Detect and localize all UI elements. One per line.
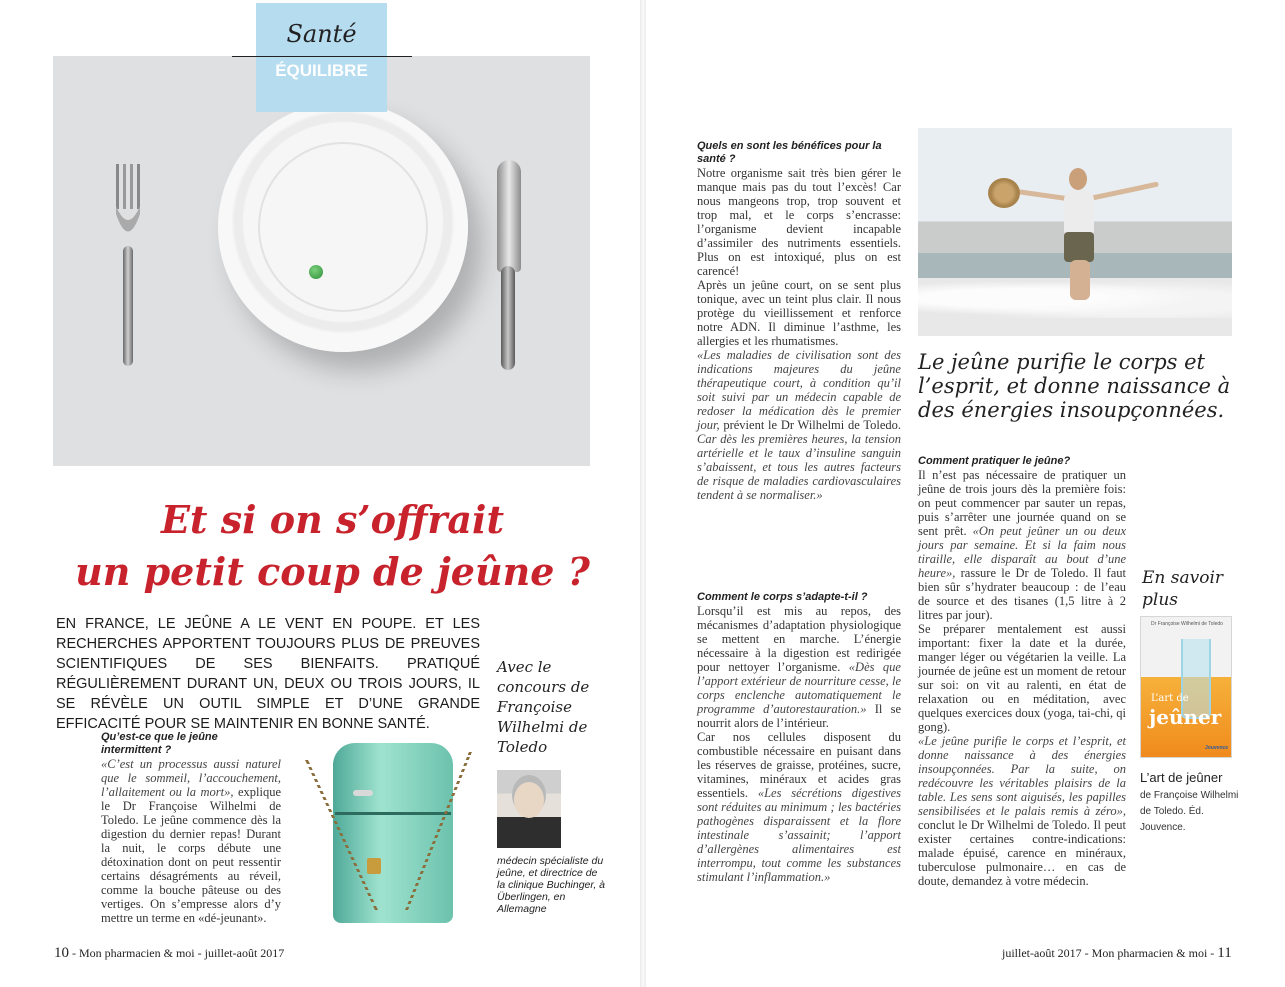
folio-left	[54, 945, 284, 962]
section-label: Santé	[286, 20, 357, 48]
book-title-2: jeûner	[1149, 705, 1222, 729]
body-text	[101, 757, 281, 925]
article-headline	[75, 494, 590, 598]
plain-text: prévient le Dr Wilhelmi de Toledo.	[719, 418, 901, 432]
column-intermittent	[101, 731, 281, 925]
fork-handle	[123, 246, 133, 366]
paragraph: Après un jeûne court, on se sent plus tonique, avec un teint plus clair. Il nous protège du vieillissement et renforce notre ADN. Il diminue l’asthme, les allergies et les rhumatismes.	[697, 278, 901, 348]
paragraph: Se préparer mentalement est aussi important: fixer la date et la durée, manger léger ou végétarien la veille. La journée de jeûne est un moment de retour sur soi: on vit au ralenti, en état de relaxation ou en méditation, avec quelques exercices doux (yoga, tai-chi, qi gong).	[918, 622, 1126, 734]
sidebar-title: En savoir plus	[1142, 568, 1224, 610]
question-heading: Qu’est-ce que le jeûne intermittent ?	[101, 731, 218, 756]
contributor-caption: médecin spécialiste du jeûne, et directrice de la clinique Buchinger, à Überlingen, en Allemagne	[497, 855, 605, 915]
body-text	[697, 166, 901, 502]
pea-image	[309, 265, 323, 279]
page-gutter	[640, 0, 646, 987]
person-legs	[1070, 260, 1090, 300]
question-heading: Quels en sont les bénéfices pour la santé ?	[697, 140, 882, 165]
book-publisher: Jouvence	[1205, 745, 1229, 751]
paragraph: Notre organisme sait très bien gérer le manque mais pas du tout l’excès! Car nous mangeons trop, trop souvent et trop mal, et le corps s’encrasse: l’organisme devient incapable d’assimiler des nutriments essentiels. Plus on est intoxiqué, plus on est carencé!	[697, 166, 901, 278]
body-text	[918, 468, 1126, 888]
contributor-portrait	[497, 770, 561, 848]
page-number: 10	[54, 945, 69, 961]
headline-line-1: Et si on s’offrait	[160, 497, 505, 542]
column-adaptation	[697, 591, 901, 884]
page-number: 11	[1217, 945, 1232, 961]
hat-icon	[988, 178, 1020, 208]
quote-text: «On peut jeûner un ou deux jours par semaine. Et si la faim nous tiraille, elle disparaît au bout d’une heure»,	[918, 524, 1126, 580]
plain-text: conclut le Dr Wilhelmi de Toledo. Il peut exister certaines contre-indications: malade épuisé, carence en minéraux, tuberculose pulmonaire… en cas de doute, demandez à votre médecin.	[918, 818, 1126, 888]
question-heading: Comment le corps s’adapte-t-il ?	[697, 591, 868, 603]
beach-photo	[918, 128, 1232, 336]
person-shorts	[1064, 232, 1094, 262]
fork-icon	[114, 164, 142, 249]
knife-icon	[497, 160, 521, 272]
book-cover	[1140, 616, 1232, 758]
quote-text: «Dès que l’apport extérieur de nourriture cesse, le corps enclenche automatiquement le programme d’autorestauration.»	[697, 660, 901, 716]
plain-text: Car nos cellules disposent du combustible nécessaire en puisant dans les réserves de graisse, protéines, sucre, vitamines, minéraux et acides gras essentiels.	[697, 730, 901, 800]
article-lead: EN FRANCE, LE JEÛNE A LE VENT EN POUPE. ET LES RECHERCHES APPORTENT TOUJOURS PLUS DE PREUVES SCIENTIFIQUES DE SES BIENFAITS. PRATIQUÉ RÉGULIÈREMENT DURANT UN, DEUX OU TROIS JOURS, IL SE RÉVÈLE UN OUTIL SIMPLE ET D’UNE GRANDE EFFICACITÉ POUR SE MAINTENIR EN BONNE SANTÉ.	[56, 616, 480, 732]
person-arm	[1089, 182, 1159, 201]
column-benefits	[697, 140, 901, 502]
headline-line-2: un petit coup de jeûne ?	[75, 549, 590, 594]
book-caption-detail: de Françoise Wilhelmi de Toledo. Éd. Jouvence.	[1140, 790, 1239, 833]
plain-text: explique le Dr Françoise Wilhelmi de Toledo. Le jeûne commence dès la digestion du dernier repas! Durant la nuit, le corps débute une détoxination dont on peut ressentir certains désagréments au réveil, comme la bouche pâteuse ou des vertiges. On s’empresse alors d’y mettre un terme en «dé-jeunant».	[101, 785, 281, 925]
plain-text: Lorsqu’il est mis au repos, des mécanismes d’adaptation physiologique se mettent en marche. L’énergie nécessaire à la digestion est redirigée pour nettoyer l’organisme.	[697, 604, 901, 674]
column-practice	[918, 455, 1126, 888]
person-head	[1069, 168, 1087, 190]
plate-photo	[53, 56, 590, 466]
folio-text: juillet-août 2017 - Mon pharmacien & moi -	[1002, 946, 1218, 960]
quote-text: «Les sécrétions digestives sont réduites au minimum ; les bactéries pathogènes disparaissent et la flore intestinale s’assainit; l’apport d’allergènes alimentaires est interrompu, tout comme les substances stimulant l’inflammation.»	[697, 786, 901, 884]
quote-text: «C’est un processus aussi naturel que le sommeil, l’accouchement, l’allaitement ou la mort»,	[101, 757, 281, 799]
book-author: Dr Françoise Wilhelmi de Toledo	[1151, 621, 1223, 627]
padlock-icon	[367, 858, 381, 874]
folio-text: - Mon pharmacien & moi - juillet-août 2017	[69, 946, 285, 960]
section-rule	[232, 56, 412, 57]
book-caption-title: L’art de jeûner	[1140, 770, 1223, 785]
body-text	[697, 604, 901, 884]
quote-text: Car dès les premières heures, la tension artérielle et le taux d’insuline sanguin s’abaissent, et tous les autres facteurs de risque de maladies cardiovasculaires tendent à se normaliser.»	[697, 432, 901, 502]
book-title-1: L’art de	[1151, 693, 1189, 704]
section-sublabel: ÉQUILIBRE	[275, 61, 368, 80]
quote-text: «Le jeûne purifie le corps et l’esprit, et donne naissance à des énergies insoupçonnées. Par la suite, on redécouvre les véritables plaisirs de la table. Les sens sont aiguisés, les papilles sensibilisées et le palais remis à zéro»,	[918, 734, 1126, 818]
knife-handle	[501, 266, 515, 370]
contributor-intro: Avec le concours de Françoise Wilhelmi de Toledo	[497, 658, 590, 756]
pull-quote: Le jeûne purifie le corps et l’esprit, et donne naissance à des énergies insoupçonnées.	[918, 350, 1231, 422]
question-heading: Comment pratiquer le jeûne?	[918, 455, 1071, 467]
portrait-face	[514, 782, 544, 818]
plain-text: rassure le Dr de Toledo. Il faut bien sûr s’hydrater beaucoup : de l’eau de source et des tisanes (1,5 litre à 2 litres par jour).	[918, 566, 1126, 622]
plain-text: Il n’est pas nécessaire de pratiquer un jeûne de trois jours dès la première fois: on peut commencer par sauter un repas, puis s’arrêter une journée quand on se sent prêt.	[918, 468, 1126, 538]
plain-text: Il se nourrit alors de l’intérieur.	[697, 702, 901, 730]
folio-right	[1002, 945, 1232, 962]
plate-well	[258, 142, 428, 312]
quote-text: «Les maladies de civilisation sont des indications majeures du jeûne thérapeutique court, à condition qu’il soit suivi par un médecin capable de redoser la médication dès le premier jour,	[697, 348, 901, 432]
